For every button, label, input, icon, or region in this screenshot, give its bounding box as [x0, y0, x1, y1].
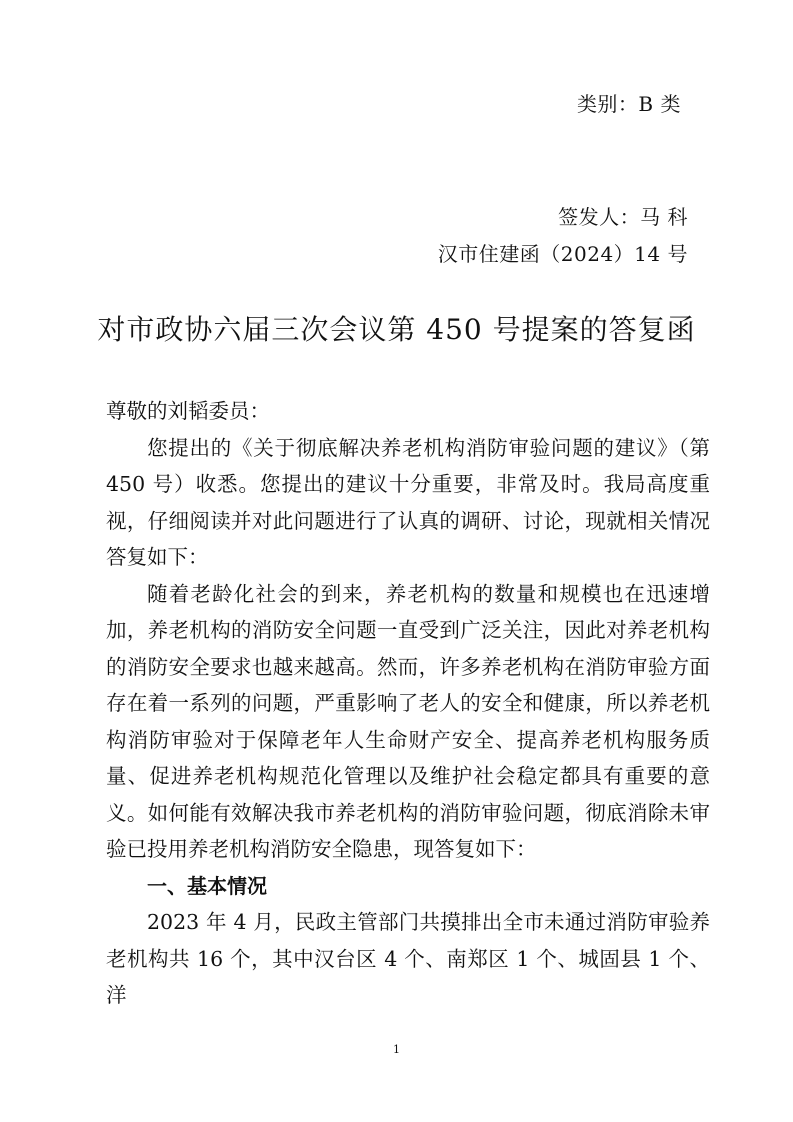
document-number: 汉市住建函（2024）14 号 [437, 242, 688, 266]
page-number: 1 [393, 1043, 400, 1056]
category-label: 类别：B 类 [576, 92, 681, 116]
document-title: 对市政协六届三次会议第 450 号提案的答复函 [97, 313, 696, 346]
section-heading-basic-situation: 一、基本情况 [147, 873, 267, 898]
paragraph-acknowledgement: 您提出的《关于彻底解决养老机构消防审验问题的建议》（第 450 号）收悉。您提出的建议十分重要，非常及时。我局高度重视，仔细阅读并对此问题进行了认真的调研、讨论，现就相关情况答复如下： [106, 435, 710, 569]
document-body [106, 393, 710, 1014]
paragraph-background: 随着老龄化社会的到来，养老机构的数量和规模也在迅速增加，养老机构的消防安全问题一直受到广泛关注，因此对养老机构的消防安全要求也越来越高。然而，许多养老机构在消防审验方面存在着一系列的问题，严重影响了老人的安全和健康，所以养老机构消防审验对于保障老年人生命财产安全、提高养老机构服务质量、促进养老机构规范化管理以及维护社会稳定都具有重要的意义。如何能有效解决我市养老机构的消防审验问题，彻底消除未审验已投用养老机构消防安全隐患，现答复如下： [106, 581, 710, 861]
salutation: 尊敬的刘韬委员： [106, 399, 270, 423]
signer-line: 签发人：马 科 [558, 205, 688, 229]
paragraph-basic-situation: 2023 年 4 月，民政主管部门共摸排出全市未通过消防审验养老机构共 16 个，其中汉台区 4 个、南郑区 1 个、城固县 1 个、洋 [106, 910, 710, 1007]
